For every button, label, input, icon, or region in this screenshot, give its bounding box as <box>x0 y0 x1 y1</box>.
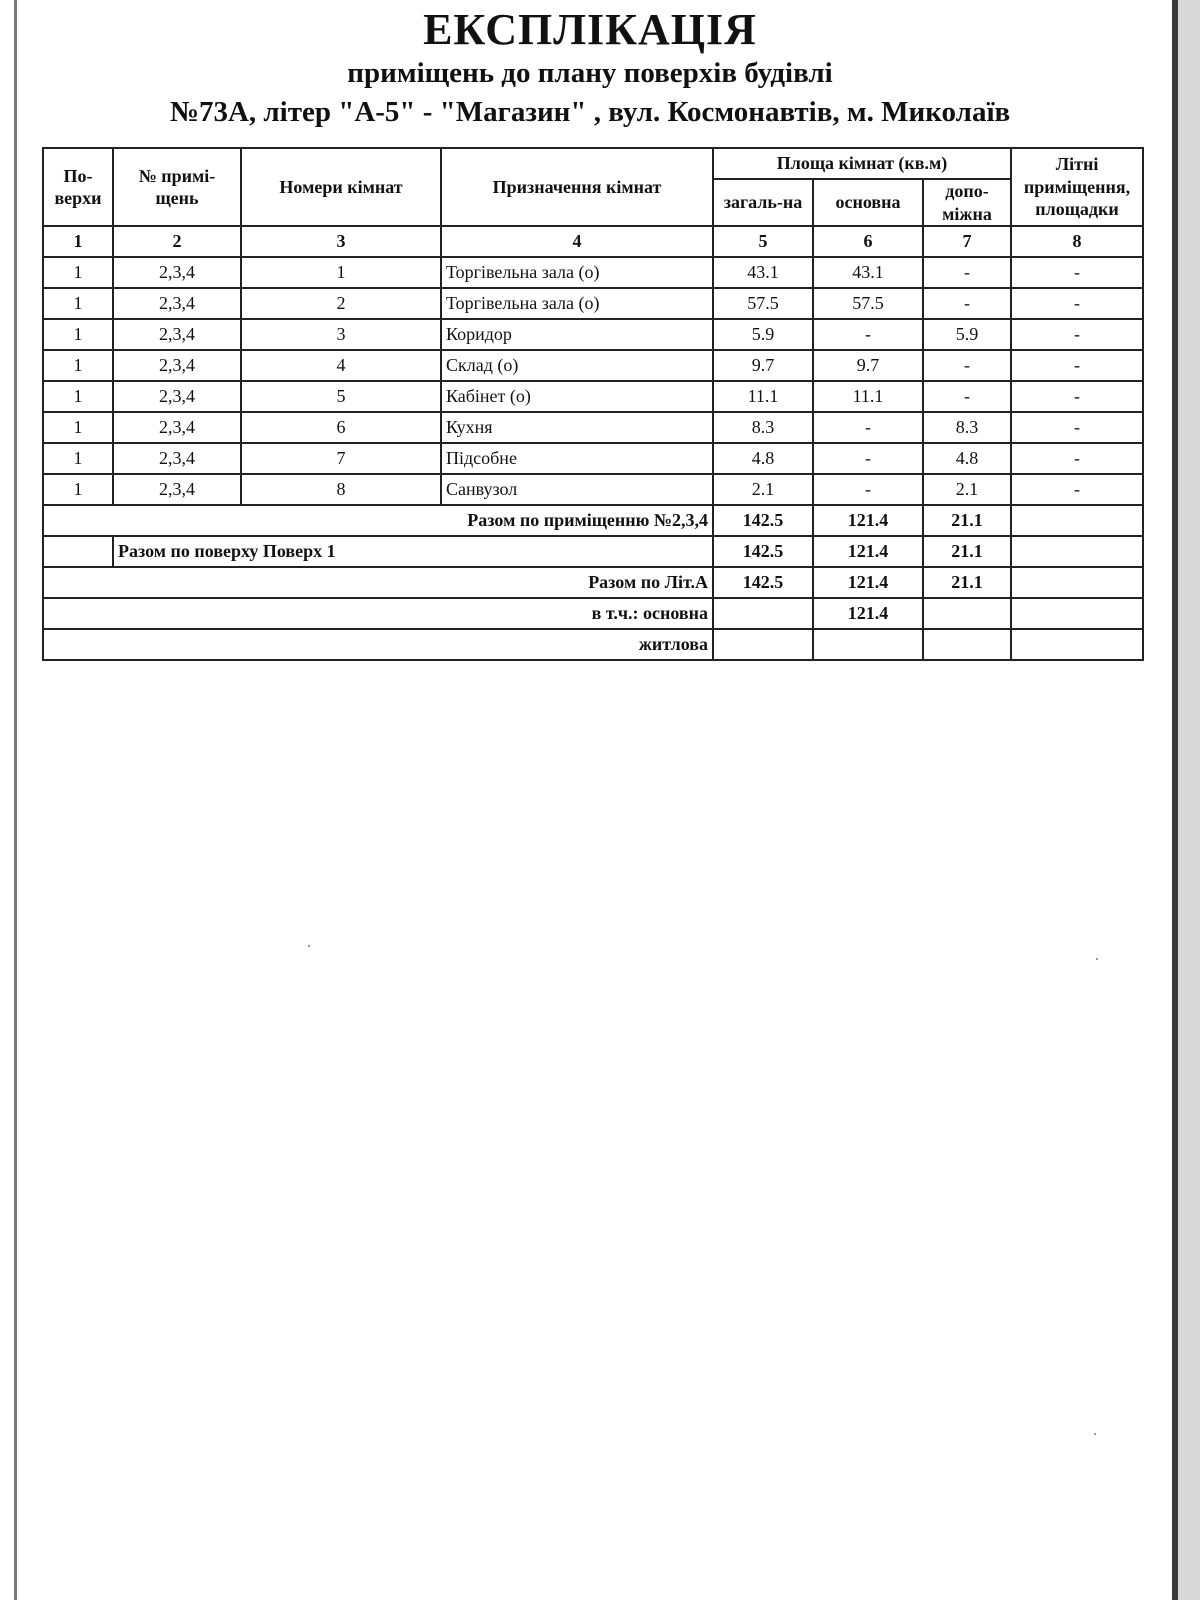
cell-floor: 1 <box>43 443 113 474</box>
cell-premises: 2,3,4 <box>113 350 241 381</box>
incl-main-total <box>713 598 813 629</box>
document-title: ЕКСПЛІКАЦІЯ <box>423 5 757 54</box>
cell-room: 3 <box>241 319 441 350</box>
total-liter-row <box>43 567 1143 598</box>
column-number: 8 <box>1011 226 1143 257</box>
column-number: 5 <box>713 226 813 257</box>
cell-premises: 2,3,4 <box>113 412 241 443</box>
cell-summer: - <box>1011 412 1143 443</box>
cell-main: 57.5 <box>813 288 923 319</box>
cell-room: 5 <box>241 381 441 412</box>
header-auxiliary-area: допо-міжна <box>923 179 1011 226</box>
residential-label: житлова <box>43 629 713 660</box>
cell-floor: 1 <box>43 350 113 381</box>
header-total-area: загаль-на <box>713 179 813 226</box>
total-floor-row <box>43 536 1143 567</box>
header-summer-premises: Літні приміщення, площадки <box>1011 148 1143 226</box>
table-row <box>43 319 1143 350</box>
cell-room: 4 <box>241 350 441 381</box>
cell-purpose: Санвузол <box>441 474 713 505</box>
cell-premises: 2,3,4 <box>113 257 241 288</box>
cell-room: 8 <box>241 474 441 505</box>
total-floor-aux: 21.1 <box>923 536 1011 567</box>
total-liter-total: 142.5 <box>713 567 813 598</box>
incl-main-aux <box>923 598 1011 629</box>
cell-purpose: Склад (о) <box>441 350 713 381</box>
explication-table <box>42 147 1144 661</box>
cell-total: 8.3 <box>713 412 813 443</box>
total-liter-label: Разом по Літ.А <box>43 567 713 598</box>
cell-summer: - <box>1011 257 1143 288</box>
incl-main-row <box>43 598 1143 629</box>
cell-summer: - <box>1011 350 1143 381</box>
document-header <box>0 0 1180 129</box>
cell-purpose: Підсобне <box>441 443 713 474</box>
cell-aux: - <box>923 350 1011 381</box>
residential-row <box>43 629 1143 660</box>
column-number: 2 <box>113 226 241 257</box>
cell-aux: 2.1 <box>923 474 1011 505</box>
cell-aux: - <box>923 381 1011 412</box>
residential-aux <box>923 629 1011 660</box>
column-number: 4 <box>441 226 713 257</box>
residential-total <box>713 629 813 660</box>
cell-main: - <box>813 319 923 350</box>
cell-total: 5.9 <box>713 319 813 350</box>
cell-premises: 2,3,4 <box>113 443 241 474</box>
table-row <box>43 257 1143 288</box>
cell-purpose: Коридор <box>441 319 713 350</box>
table-header-row <box>43 148 1143 179</box>
table-row <box>43 412 1143 443</box>
cell-floor: 1 <box>43 381 113 412</box>
building-address: №73А, літер "А-5" - "Магазин" , вул. Космонавтів, м. Миколаїв <box>169 96 1011 128</box>
cell-total: 11.1 <box>713 381 813 412</box>
total-floor-blank <box>43 536 113 567</box>
cell-purpose: Торгівельна зала (о) <box>441 257 713 288</box>
column-number: 3 <box>241 226 441 257</box>
total-premises-main: 121.4 <box>813 505 923 536</box>
total-premises-label: Разом по приміщенню №2,3,4 <box>43 505 713 536</box>
header-room-numbers: Номери кімнат <box>241 148 441 226</box>
cell-total: 43.1 <box>713 257 813 288</box>
total-liter-summer <box>1011 567 1143 598</box>
total-floor-label: Разом по поверху Поверх 1 <box>113 536 713 567</box>
scan-speck <box>1094 1433 1096 1435</box>
total-premises-total: 142.5 <box>713 505 813 536</box>
column-number: 1 <box>43 226 113 257</box>
cell-total: 4.8 <box>713 443 813 474</box>
total-premises-summer <box>1011 505 1143 536</box>
incl-main-summer <box>1011 598 1143 629</box>
total-premises-aux: 21.1 <box>923 505 1011 536</box>
cell-purpose: Кабінет (о) <box>441 381 713 412</box>
cell-aux: - <box>923 288 1011 319</box>
table-row <box>43 288 1143 319</box>
cell-summer: - <box>1011 381 1143 412</box>
total-liter-main: 121.4 <box>813 567 923 598</box>
column-number-row <box>43 226 1143 257</box>
cell-aux: 4.8 <box>923 443 1011 474</box>
cell-main: 9.7 <box>813 350 923 381</box>
scan-speck <box>1096 958 1098 960</box>
cell-floor: 1 <box>43 319 113 350</box>
table-row <box>43 474 1143 505</box>
cell-premises: 2,3,4 <box>113 474 241 505</box>
cell-total: 2.1 <box>713 474 813 505</box>
residential-main <box>813 629 923 660</box>
cell-floor: 1 <box>43 288 113 319</box>
document-subtitle: приміщень до плану поверхів будівлі <box>347 57 833 89</box>
cell-summer: - <box>1011 474 1143 505</box>
cell-summer: - <box>1011 319 1143 350</box>
cell-premises: 2,3,4 <box>113 381 241 412</box>
header-premises-no: № примі-щень <box>113 148 241 226</box>
cell-summer: - <box>1011 288 1143 319</box>
cell-main: - <box>813 443 923 474</box>
cell-aux: - <box>923 257 1011 288</box>
column-number: 6 <box>813 226 923 257</box>
residential-summer <box>1011 629 1143 660</box>
scan-edge <box>1178 0 1200 1600</box>
cell-main: 11.1 <box>813 381 923 412</box>
incl-main-main: 121.4 <box>813 598 923 629</box>
total-floor-total: 142.5 <box>713 536 813 567</box>
total-liter-aux: 21.1 <box>923 567 1011 598</box>
cell-room: 1 <box>241 257 441 288</box>
cell-floor: 1 <box>43 412 113 443</box>
total-premises-row <box>43 505 1143 536</box>
cell-total: 57.5 <box>713 288 813 319</box>
cell-room: 6 <box>241 412 441 443</box>
header-room-purpose: Призначення кімнат <box>441 148 713 226</box>
cell-room: 7 <box>241 443 441 474</box>
header-floors: По-верхи <box>43 148 113 226</box>
cell-purpose: Торгівельна зала (о) <box>441 288 713 319</box>
cell-aux: 5.9 <box>923 319 1011 350</box>
header-area-group: Площа кімнат (кв.м) <box>713 148 1011 179</box>
table-row <box>43 350 1143 381</box>
cell-total: 9.7 <box>713 350 813 381</box>
cell-premises: 2,3,4 <box>113 319 241 350</box>
total-floor-main: 121.4 <box>813 536 923 567</box>
column-number: 7 <box>923 226 1011 257</box>
cell-floor: 1 <box>43 474 113 505</box>
header-main-area: основна <box>813 179 923 226</box>
incl-main-label: в т.ч.: основна <box>43 598 713 629</box>
table-row <box>43 381 1143 412</box>
cell-summer: - <box>1011 443 1143 474</box>
cell-room: 2 <box>241 288 441 319</box>
table-row <box>43 443 1143 474</box>
cell-floor: 1 <box>43 257 113 288</box>
scan-speck <box>308 945 310 947</box>
cell-main: - <box>813 474 923 505</box>
cell-main: 43.1 <box>813 257 923 288</box>
page-left-border <box>14 0 17 1600</box>
cell-main: - <box>813 412 923 443</box>
cell-purpose: Кухня <box>441 412 713 443</box>
cell-premises: 2,3,4 <box>113 288 241 319</box>
cell-aux: 8.3 <box>923 412 1011 443</box>
total-floor-summer <box>1011 536 1143 567</box>
